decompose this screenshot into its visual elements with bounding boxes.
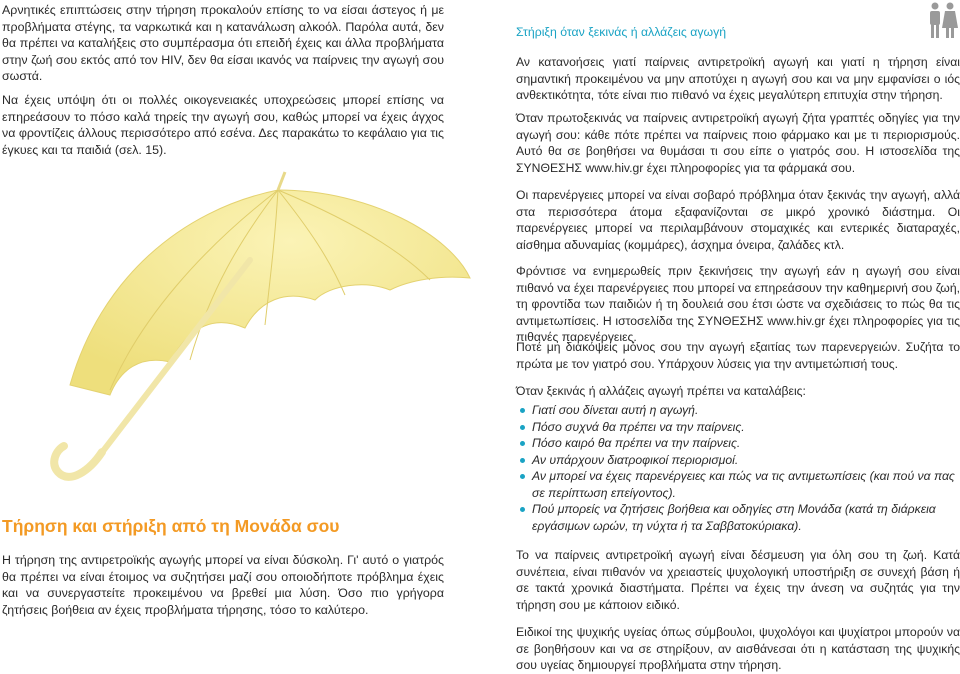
right-paragraph-5: Ποτέ μη διακόψεις μόνος σου την αγωγή εξαιτίας των παρενεργειών. Συζήτα το πρώτα με τον γιατρό σου. Υπάρχουν λύσεις για την αντιμετώπισή τους. [516,340,960,371]
list-item: Πόσο συχνά θα πρέπει να την παίρνεις. [518,419,958,436]
questions-list [518,402,958,534]
umbrella-illustration [30,150,490,500]
list-item: Αν μπορεί να έχεις παρενέργειες και πώς να τις αντιμετωπίσεις (και πού να πας σε περίπτωση επείγοντος). [518,468,958,501]
right-paragraph-1: Αν κατανοήσεις γιατί παίρνεις αντιρετροϊκή αγωγή και γιατί η τήρηση είναι σημαντική προκειμένου να μην αποτύχει η αγωγή σου και να μην εμφανίσει ο ιός ανθεκτικότητα, τότε είναι πιο πιθανό να έχεις μεγαλύτερη επιτυχία στην τήρηση. [516,55,960,102]
section-heading: Τήρηση και στήριξη από τη Μονάδα σου [2,516,340,536]
right-paragraph-3: Οι παρενέργειες μπορεί να είναι σοβαρό πρόβλημα όταν ξεκινάς την αγωγή, αλλά στα περισσότερα άτομα εξαφανίζονται σε μικρό χρονικό διάστημα. Οι παρενέργειες μπορεί να περιλαμβάνουν στομαχικές και εντερικές διαταραχές, αίσθημα αδυναμίας (κομμάρες), άσχημα όνειρα, ζαλάδες κτλ. [516,188,960,252]
people-icon [924,0,960,40]
right-paragraph-4: Φρόντισε να ενημερωθείς πριν ξεκινήσεις την αγωγή εάν η αγωγή σου είναι πιθανό να έχει παρενέργειες που μπορεί να επηρεάσουν την καθημερινή σου ζωή, τη φροντίδα των παιδιών ή τη δουλειά σου έτσι ώστε να σχεδιάσεις το πώς θα τις αντιμετωπίσεις. Η ιστοσελίδα της ΣΥΝΘΕΣΗΣ www.hiv.gr έχει πληροφορίες για τις πιθανές παρενέργειες. [516,264,960,344]
right-heading: Στήριξη όταν ξεκινάς ή αλλάζεις αγωγή [516,25,727,39]
list-item: Γιατί σου δίνεται αυτή η αγωγή. [518,402,958,419]
list-item: Πόσο καιρό θα πρέπει να την παίρνεις. [518,435,958,452]
list-item: Αν υπάρχουν διατροφικοί περιορισμοί. [518,452,958,469]
list-item: Πού μπορείς να ζητήσεις βοήθεια και οδηγίες στη Μονάδα (κατά τη διάρκεια εργάσιμων ωρών, τη νύχτα ή τα Σαββατοκύριακα). [518,501,958,534]
left-paragraph-1: Αρνητικές επιπτώσεις στην τήρηση προκαλούν επίσης το να είσαι άστεγος ή με προβλήματα στέγης, τα ναρκωτικά και η κατανάλωση αλκοόλ. Παρόλα αυτά, δεν θα πρέπει να καταλήξεις στο συμπέρασμα ότι επειδή έχεις και άλλα προβλήματα στην ζωή σου εκτός από τον HIV, δεν θα είσαι ικανός να παίρνεις την αγωγή σου σωστά. [2,3,444,83]
left-paragraph-3: Η τήρηση της αντιρετροϊκής αγωγής μπορεί να είναι δύσκολη. Γι' αυτό ο γιατρός θα πρέπει να είναι έτοιμος να συζητήσει μαζί σου οποιοδήποτε πρόβλημα έχεις και να συνεργαστείτε προκειμένου να βρεθεί μια λύση. Όσο πιο γρήγορα ζητήσεις βοήθεια αν έχεις προβλήματα τήρησης, τόσο το καλύτερο. [2,553,444,617]
left-paragraph-2: Να έχεις υπόψη ότι οι πολλές οικογενειακές υποχρεώσεις μπορεί επίσης να επηρεάσουν το πόσο καλά τηρείς την αγωγή σου, καθώς μπορεί να έχεις άγχος να φροντίζεις άλλους περισσότερο από εσένα. Δες παρακάτω το κεφάλαιο για τις έγκυες και τα παιδιά (σελ. 15). [2,93,444,157]
right-paragraph-2: Όταν πρωτοξεκινάς να παίρνεις αντιρετροϊκή αγωγή ζήτα γραπτές οδηγίες για την αγωγή σου: κάθε πότε πρέπει να παίρνεις ποιο φάρμακο και με τι περιορισμούς. Αυτό θα σε βοηθήσει να θυμάσαι τι σου είπε ο γιατρός σου. Η ιστοσελίδα της ΣΥΝΘΕΣΗΣ www.hiv.gr έχει πληροφορίες για τα φάρμακά σου. [516,111,960,175]
questions-intro: Όταν ξεκινάς ή αλλάζεις αγωγή πρέπει να καταλάβεις: [516,384,806,398]
right-paragraph-7: Ειδικοί της ψυχικής υγείας όπως σύμβουλοι, ψυχολόγοι και ψυχίατροι μπορούν να σε βοηθήσουν και να σε στηρίξουν, αν αισθάνεσαι ότι η κατάσταση της ψυχικής σου υγείας δημιουργεί προβλήματα στην τήρηση. [516,625,960,672]
right-paragraph-6: Το να παίρνεις αντιρετροϊκή αγωγή είναι δέσμευση για όλη σου τη ζωή. Κατά συνέπεια, είναι πιθανόν να χρειαστείς ψυχολογική υποστήριξη σε συνεχή βάση ή σε τακτά χρονικά διαστήματα. Πρέπει να έχεις την άνεση να συζητάς για την τήρηση σου με κάποιον ειδικό. [516,548,960,612]
